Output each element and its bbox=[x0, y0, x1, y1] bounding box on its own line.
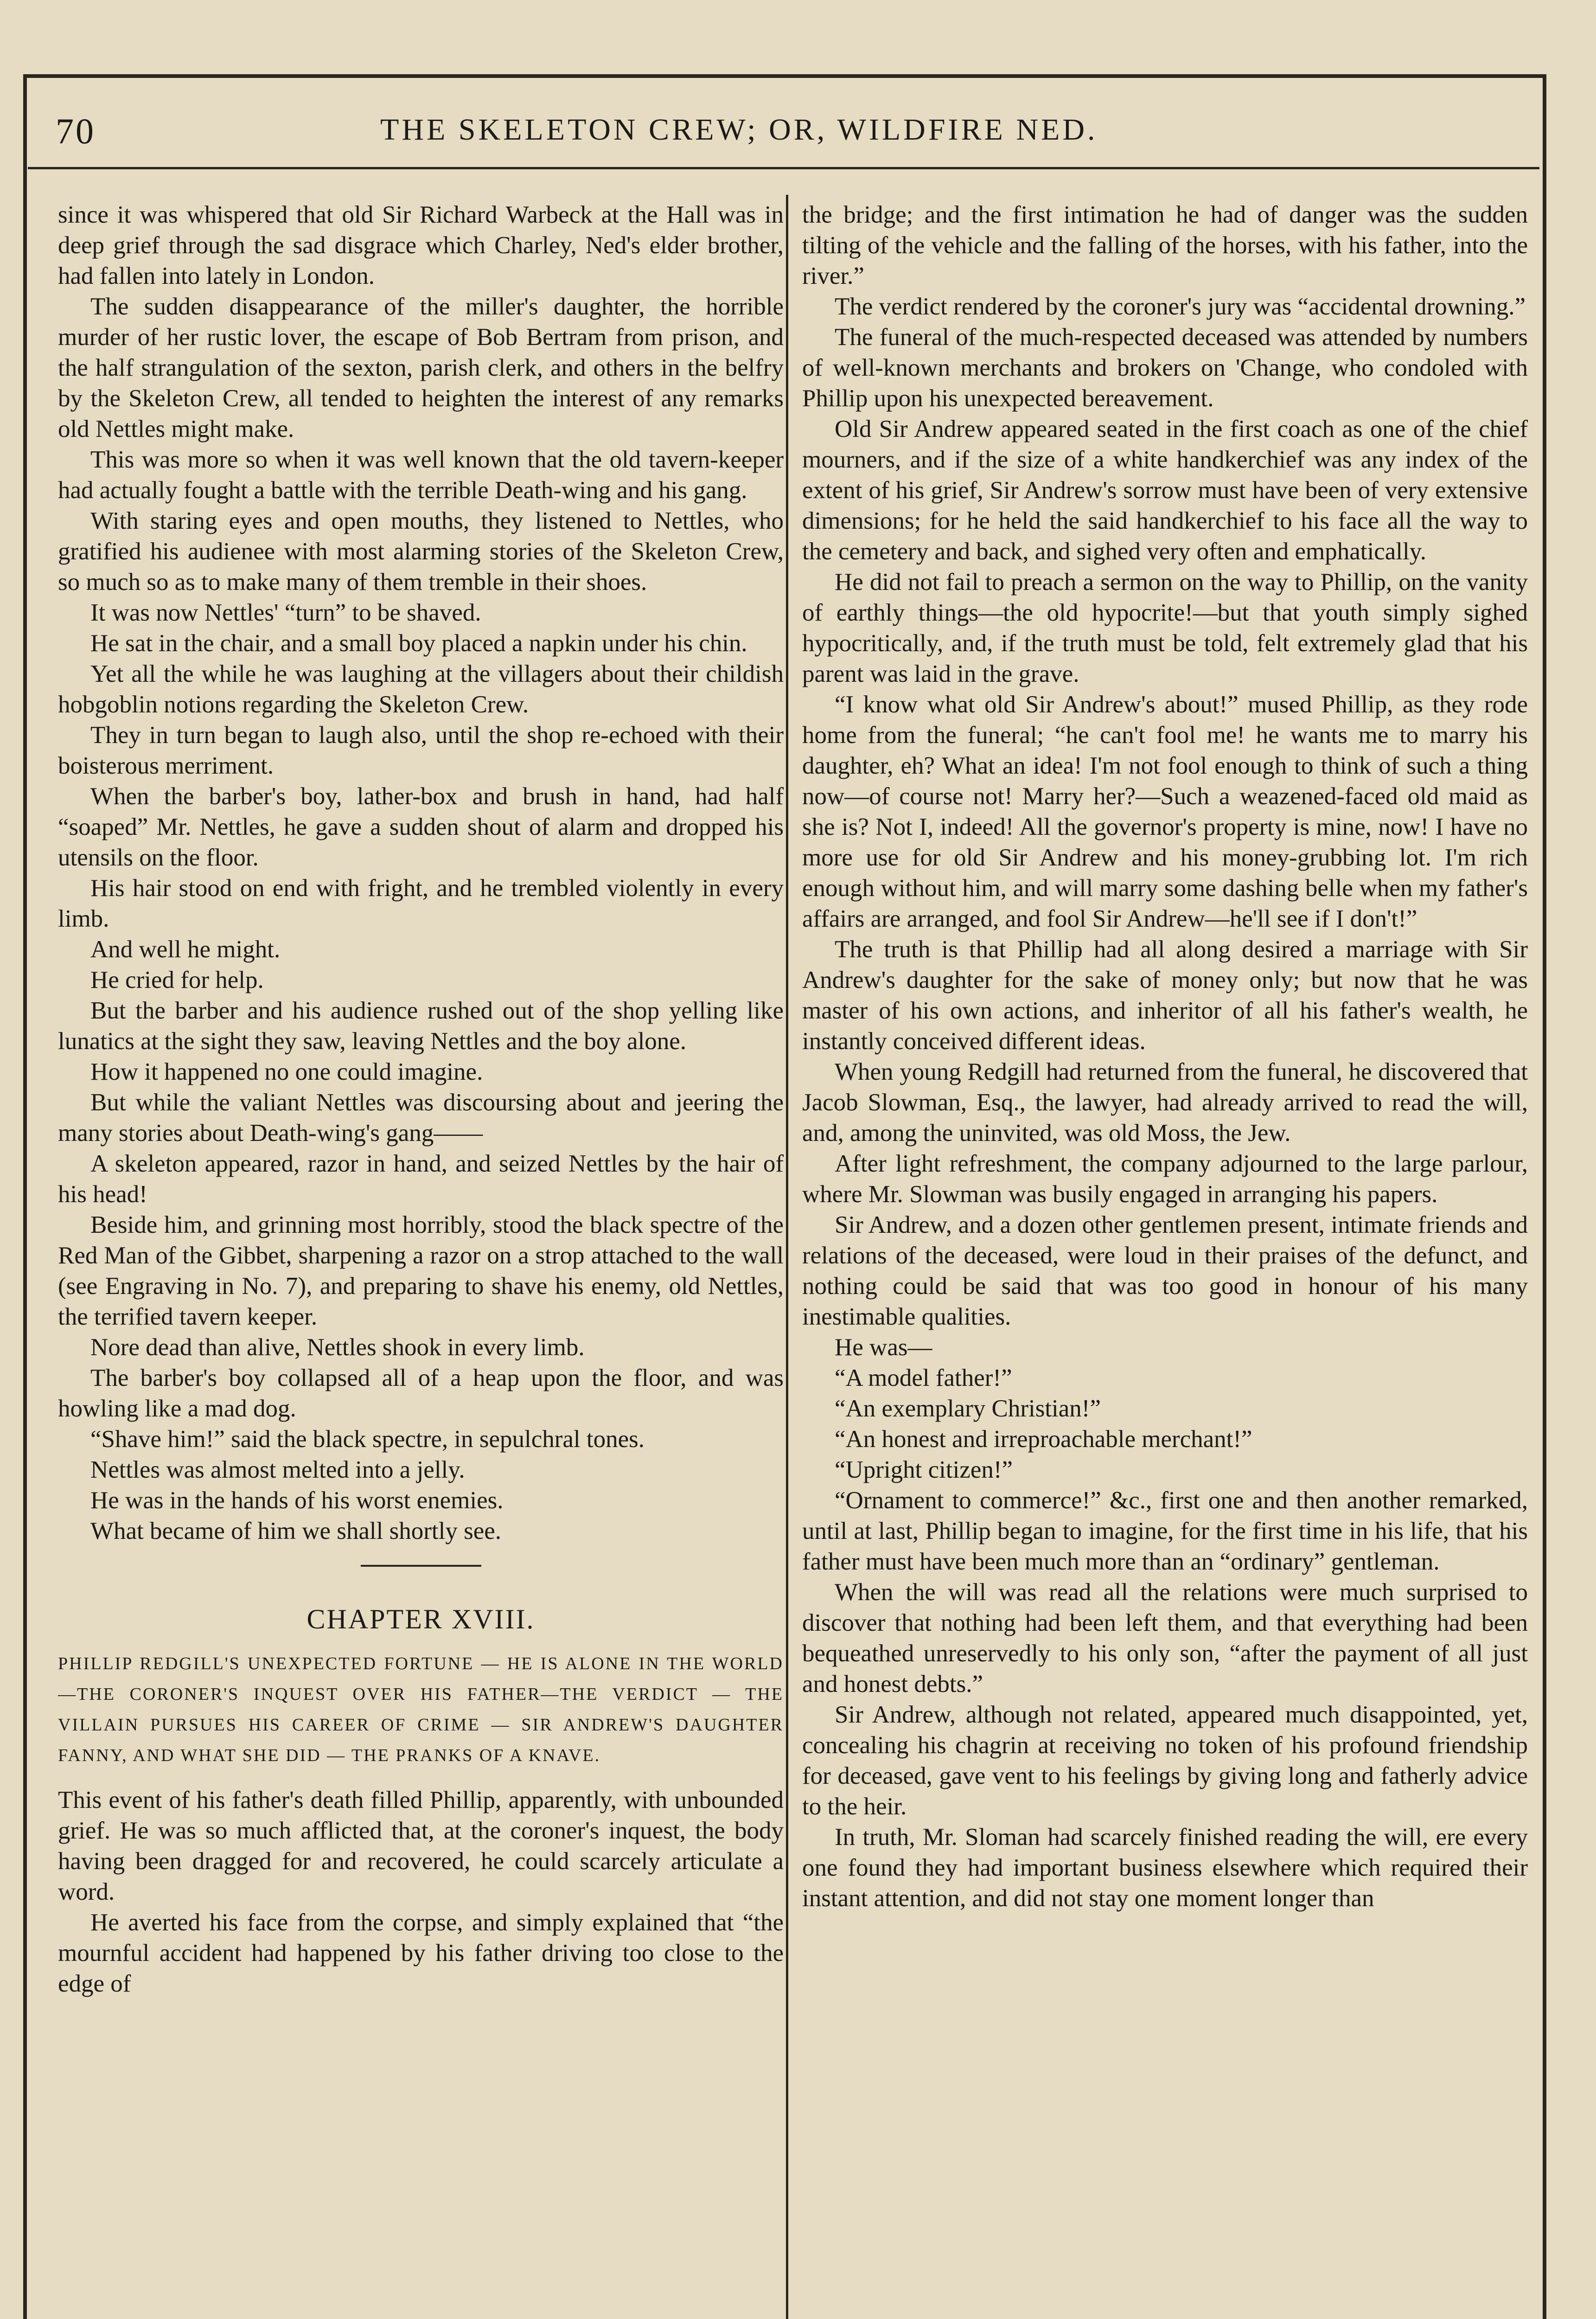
paragraph: He was— bbox=[835, 1334, 932, 1361]
left-column bbox=[58, 199, 784, 2319]
paragraph: The sudden disappearance of the miller's daughter, the horrible murder of her rustic lover, the escape of Bob Bertram from prison, and the half strangulation of the sexton, parish clerk, and others in the belfry by the Skeleton Crew, all tended to heighten the interest of any remarks old Nettles might make. bbox=[58, 293, 784, 442]
paragraph: since it was whispered that old Sir Richard Warbeck at the Hall was in deep grief through the sad disgrace which Charley, Ned's elder brother, had fallen into lately in London. bbox=[58, 201, 784, 289]
paragraph: With staring eyes and open mouths, they listened to Nettles, who gratified his audienee with most alarming stories of the Skeleton Crew, so much so as to make many of them tremble in their shoes. bbox=[58, 507, 784, 596]
paragraph: The truth is that Phillip had all along desired a marriage with Sir Andrew's daughter for the sake of money only; but now that he was master of his own actions, and inheritor of all his father's wealth, he instantly conceived different ideas. bbox=[802, 936, 1528, 1055]
paragraph: Beside him, and grinning most horribly, stood the black spectre of the Red Man of the Gibbet, sharpening a razor on a strop attached to the wall (see Engraving in No. 7), and preparing to shave his enemy, old Nettles, the terrified tavern keeper. bbox=[58, 1211, 784, 1330]
paragraph: “Upright citizen!” bbox=[835, 1456, 1013, 1483]
paragraph: The barber's boy collapsed all of a heap upon the floor, and was howling like a mad dog. bbox=[58, 1364, 784, 1422]
paragraph: His hair stood on end with fright, and he trembled violently in every limb. bbox=[58, 875, 784, 932]
paragraph: Nettles was almost melted into a jelly. bbox=[90, 1456, 465, 1483]
paragraph: “An honest and irreproachable merchant!” bbox=[835, 1426, 1252, 1453]
chapter-ornament-rule bbox=[361, 1565, 481, 1567]
paragraph: But the barber and his audience rushed out of the shop yelling like lunatics at the sight they saw, leaving Nettles and the boy alone. bbox=[58, 997, 784, 1055]
paragraph: When the will was read all the relations were much surprised to discover that nothing had been left them, and that everything had been bequeathed unreservedly to his only son, “after the payment of all just and honest debts.” bbox=[802, 1579, 1528, 1698]
paragraph: It was now Nettles' “turn” to be shaved. bbox=[90, 599, 481, 626]
chapter-synopsis: PHILLIP REDGILL'S UNEXPECTED FORTUNE — HE IS ALONE IN THE WORLD—THE CORONER'S INQUEST OVER HIS FATHER—THE VERDICT — THE VILLAIN PURSUES HIS CAREER OF CRIME — SIR ANDREW'S DAUGHTER FANNY, AND WHAT SHE DID — THE PRANKS OF A KNAVE. bbox=[58, 1654, 784, 1765]
paragraph: In truth, Mr. Sloman had scarcely finished reading the will, ere every one found they had important business elsewhere which required their instant attention, and did not stay one moment longer than bbox=[802, 1824, 1528, 1912]
paragraph: “An exemplary Christian!” bbox=[835, 1395, 1101, 1422]
paragraph: When the barber's boy, lather-box and brush in hand, had half “soaped” Mr. Nettles, he gave a sudden shout of alarm and dropped his utensils on the floor. bbox=[58, 783, 784, 871]
running-title: THE SKELETON CREW; OR, WILDFIRE NED. bbox=[380, 113, 1098, 147]
paragraph: This event of his father's death filled Phillip, apparently, with unbounded grief. He was so much afflicted that, at the coroner's inquest, the body having been dragged for and recovered, he could scarcely articulate a word. bbox=[58, 1787, 784, 1905]
paragraph: The funeral of the much-respected deceased was attended by numbers of well-known merchants and brokers on 'Change, who condoled with Phillip upon his unexpected bereavement. bbox=[802, 324, 1528, 412]
paragraph: But while the valiant Nettles was discoursing about and jeering the many stories about Death-wing's gang—— bbox=[58, 1089, 784, 1147]
paragraph: When young Redgill had returned from the funeral, he discovered that Jacob Slowman, Esq., the lawyer, had already arrived to read the will, and, among the uninvited, was old Moss, the Jew. bbox=[802, 1058, 1528, 1147]
paragraph: Old Sir Andrew appeared seated in the first coach as one of the chief mourners, and if the size of a white handkerchief was any index of the extent of his grief, Sir Andrew's sorrow must have been of very extensive dimensions; for he held the said handkerchief to his face all the way to the cemetery and back, and sighed very often and emphatically. bbox=[802, 416, 1528, 565]
paragraph: A skeleton appeared, razor in hand, and seized Nettles by the hair of his head! bbox=[58, 1150, 784, 1208]
paragraph: And well he might. bbox=[90, 936, 281, 963]
chapter-title: CHAPTER XVIII. bbox=[306, 1604, 535, 1634]
header-rule bbox=[28, 167, 1539, 169]
paragraph: They in turn began to laugh also, until the shop re-echoed with their boisterous merriment. bbox=[58, 722, 784, 779]
paragraph: He averted his face from the corpse, and simply explained that “the mournful accident had happened by his father driving too close to the edge of bbox=[58, 1909, 784, 1997]
running-header bbox=[56, 106, 1530, 157]
paragraph: “Ornament to commerce!” &c., first one and then another remarked, until at last, Phillip began to imagine, for the first time in his life, that his father must have been much more than an “ordinary” gentleman. bbox=[802, 1487, 1528, 1575]
paragraph: “Shave him!” said the black spectre, in sepulchral tones. bbox=[90, 1426, 645, 1453]
column-divider bbox=[786, 195, 788, 2319]
paragraph: Yet all the while he was laughing at the villagers about their childish hobgoblin notions regarding the Skeleton Crew. bbox=[58, 660, 784, 718]
paragraph: “A model father!” bbox=[835, 1364, 1012, 1391]
paragraph: He was in the hands of his worst enemies. bbox=[90, 1487, 504, 1514]
paragraph: Sir Andrew, and a dozen other gentlemen present, intimate friends and relations of the deceased, were loud in their praises of the defunct, and nothing could be said that was too good in honour of his many inestimable qualities. bbox=[802, 1211, 1528, 1330]
paragraph: He cried for help. bbox=[90, 967, 264, 993]
right-column bbox=[802, 199, 1528, 2319]
paragraph: the bridge; and the first intimation he had of danger was the sudden tilting of the vehicle and the falling of the horses, with his father, into the river.” bbox=[802, 201, 1528, 289]
paragraph: He sat in the chair, and a small boy placed a napkin under his chin. bbox=[90, 630, 747, 657]
paragraph: How it happened no one could imagine. bbox=[90, 1058, 483, 1085]
paragraph: He did not fail to preach a sermon on the way to Phillip, on the vanity of earthly things—the old hypocrite!—but that youth simply sighed hypocritically, and, if the truth must be told, felt extremely glad that his parent was laid in the grave. bbox=[802, 569, 1528, 687]
paragraph: This was more so when it was well known that the old tavern-keeper had actually fought a battle with the terrible Death-wing and his gang. bbox=[58, 446, 784, 504]
paragraph: After light refreshment, the company adjourned to the large parlour, where Mr. Slowman was busily engaged in arranging his papers. bbox=[802, 1150, 1528, 1208]
page-number: 70 bbox=[56, 111, 96, 151]
paragraph: “I know what old Sir Andrew's about!” mused Phillip, as they rode home from the funeral; “he can't fool me! he wants me to marry his daughter, eh? What an idea! I'm not fool enough to think of such a thing now—of course not! Marry her?—Such a weazened-faced old maid as she is? Not I, indeed! All the governor's property is mine, now! I have no more use for old Sir Andrew and his money-grubbing lot. I'm rich enough without him, and will marry some dashing belle when my father's affairs are arranged, and fool Sir Andrew—he'll see if I don't!” bbox=[802, 691, 1528, 932]
paragraph: What became of him we shall shortly see. bbox=[90, 1518, 501, 1544]
paragraph: Nore dead than alive, Nettles shook in every limb. bbox=[90, 1334, 585, 1361]
paragraph: Sir Andrew, although not related, appeared much disappointed, yet, concealing his chagrin at receiving no token of his profound friendship for deceased, gave vent to his feelings by giving long and fatherly advice to the heir. bbox=[802, 1701, 1528, 1820]
paragraph: The verdict rendered by the coroner's jury was “accidental drowning.” bbox=[835, 293, 1526, 320]
